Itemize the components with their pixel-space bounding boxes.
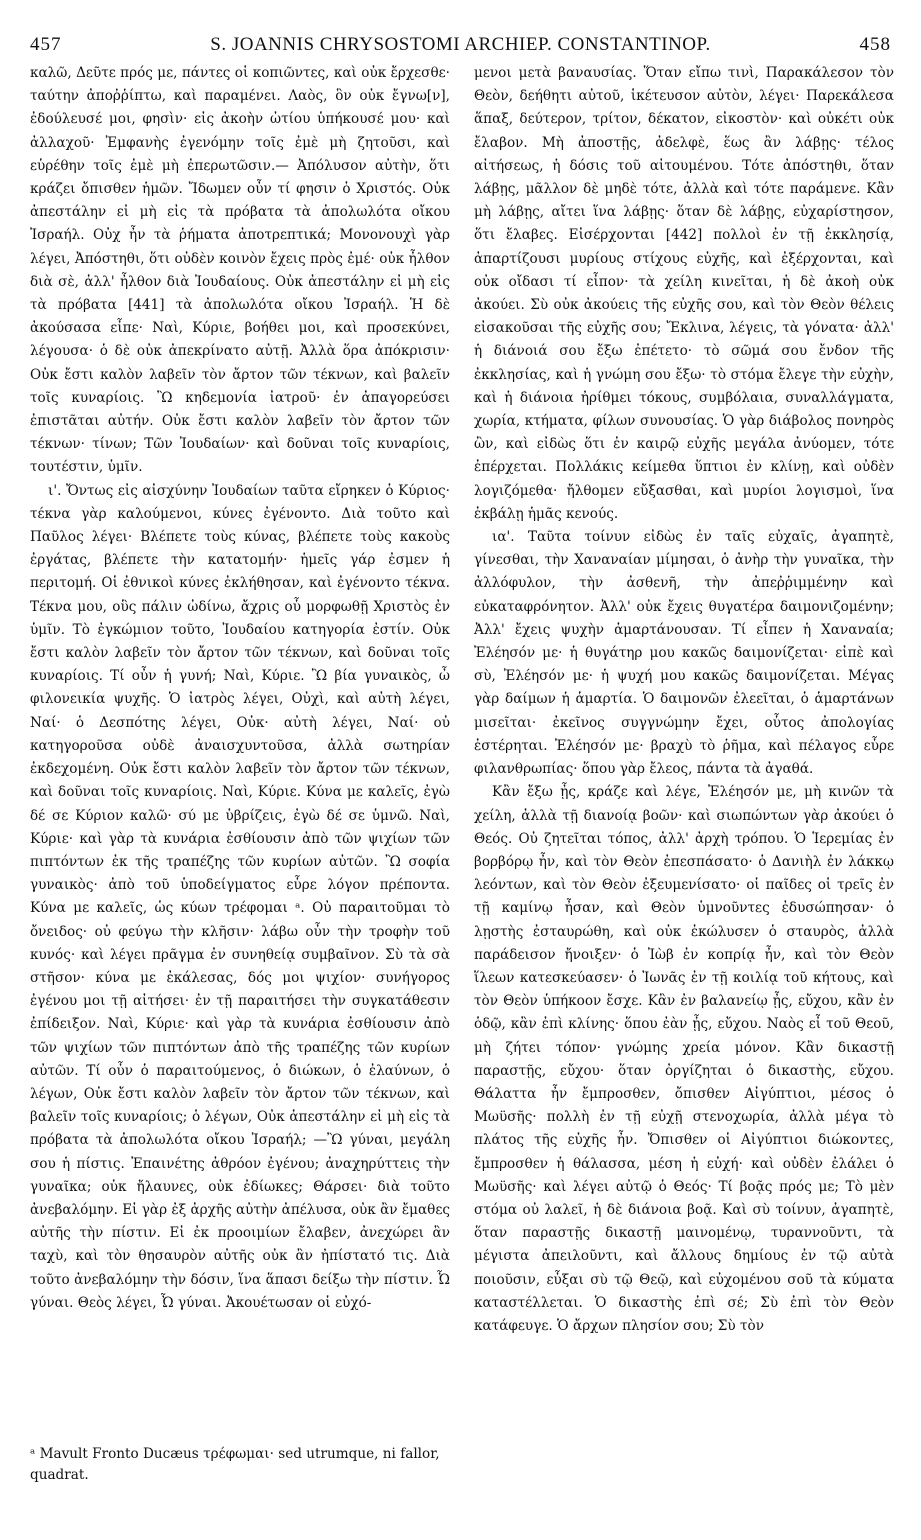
page-number-right: 458 <box>859 34 891 55</box>
footnote: ᵃ Mavult Fronto Ducæus τρέφωμαι· sed utrumque, ni fallor, quadrat. <box>30 1446 440 1483</box>
paragraph: ι'. Ὄντως εἰς αἰσχύνην Ἰουδαίων ταῦτα εἴρηκεν ὁ Κύριος· τέκνα γὰρ καλούμενοι, κύνες ἐγένοντο. Διὰ τοῦτο καὶ Παῦλος λέγει· Βλέπετε τοὺς κύνας, βλέπετε τοὺς κακοὺς ἐργάτας, βλέπετε τὴν κατατομήν· ἡμεῖς γάρ ἐσμεν ἡ περιτομή. Οἱ ἐθνικοὶ κύνες ἐκλήθησαν, καὶ ἐγένοντο τέκνα. Τέκνα μου, οὓς πάλιν ὠδίνω, ἄχρις οὗ μορφωθῇ Χριστὸς ἐν ὑμῖν. Τὸ ἐγκώμιον τοῦτο, Ἰουδαίου κατηγορία ἐστίν. Οὐκ ἔστι καλὸν λαβεῖν τὸν ἄρτον τῶν τέκνων, καὶ δοῦναι τοῖς κυναρίοις. Τί οὖν ἡ γυνή; Ναὶ, Κύριε. Ὢ βία γυναικὸς, ὦ φιλονεικία ψυχῆς. Ὁ ἰατρὸς λέγει, Οὐχὶ, καὶ αὐτὴ λέγει, Ναί· ὁ Δεσπότης λέγει, Οὐκ· αὐτὴ λέγει, Ναί· οὐ κατηγοροῦσα οὐδὲ ἀναισχυντοῦσα, ἀλλὰ σωτηρίαν ἐκδεχομένη. Οὐκ ἔστι καλὸν λαβεῖν τὸν ἄρτον τῶν τέκνων, καὶ δοῦναι τοῖς κυναρίοις. Ναὶ, Κύριε. Κύνα με καλεῖς, ἐγὼ δέ σε Κύριον καλῶ· σύ με ὑβρίζεις, ἐγὼ δέ σε ὑμνῶ. Ναὶ, Κύριε· καὶ γὰρ τὰ κυνάρια ἐσθίουσιν ἀπὸ τῶν ψιχίων τῶν πιπτόντων ἐκ τῆς τραπέζης τῶν κυρίων αὐτῶν. Ὢ σοφία γυναικὸς· ἀπὸ τοῦ ὑποδείγματος εὗρε λόγον πρέποντα. Κύνα με καλεῖς, ὡς κύων τρέφομαι ᵃ. Οὐ παραιτοῦμαι τὸ ὄνειδος· οὐ φεύγω τὴν κλῆσιν· λάβω οὖν τὴν τροφὴν τοῦ κυνός· καὶ λέγει πρᾶγμα ἐν συνηθείᾳ συμβαῖνον. Σὺ τὰ σὰ στῆσον· κύνα με ἐκάλεσας, δός μοι ψιχίον· συνήγορος ἐγένου μοι τῇ αἰτήσει· ἐν τῇ παραιτήσει τὴν συγκατάθεσιν ἐπίδειξον. Ναὶ, Κύριε· καὶ γὰρ τὰ κυνάρια ἐσθίουσιν ἀπὸ τῶν ψιχίων τῶν πιπτόντων ἀπὸ τῆς τραπέζης τῶν κυρίων αὐτῶν. Τί οὖν ὁ παραιτούμενος, ὁ διώκων, ὁ ἐλαύνων, ὁ λέγων, Οὐκ ἔστι καλὸν λαβεῖν τὸν ἄρτον τῶν τέκνων, καὶ βαλεῖν τοῖς κυναρίοις; ὁ λέγων, Οὐκ ἀπεστάλην εἰ μὴ εἰς τὰ πρόβατα τὰ ἀπολωλότα οἴκου Ἰσραήλ; —Ὢ γύναι, μεγάλη σου ἡ πίστις. Ἐπαινέτης ἀθρόον ἐγένου; ἀναχηρύττεις τὴν γυναῖκα; οὐκ ἤλαυνες, οὐκ ἐδίωκες; Θάρσει· διὰ τοῦτο ἀνεβαλόμην. Εἰ γὰρ ἐξ ἀρχῆς αὐτὴν ἀπέλυσα, οὐκ ἂν ἔμαθες αὐτῆς τὴν πίστιν. Εἰ ἐκ προοιμίων ἔλαβεν, ἀνεχώρει ἂν ταχὺ, καὶ τὸν θησαυρὸν αὐτῆς οὐκ ἂν ἠπίστατό τις. Διὰ τοῦτο ἀνεβαλόμην τὴν δόσιν, ἵνα ἅπασι δείξω τὴν πίστιν. Ὦ γύναι. Θεὸς λέγει, Ὦ γύναι. Ἀκουέτωσαν οἱ εὐχό- <box>30 482 450 1311</box>
left-column <box>30 62 450 1315</box>
paragraph: καλῶ, Δεῦτε πρός με, πάντες οἱ κοπιῶντες, καὶ οὐκ ἔρχεσθε· ταύτην ἀποῤῥίπτω, καὶ παραμένει. Λαὸς, ὃν οὐκ ἔγνω[ν], ἐδούλευσέ μοι, φησὶν· εἰς ἀκοὴν ὠτίου ὑπήκουσέ μου· καὶ ἀλλαχοῦ· Ἐμφανὴς ἐγενόμην τοῖς ἐμὲ μὴ ζητοῦσι, καὶ εὑρέθην τοῖς ἐμὲ μὴ ἐπερωτῶσιν.— Ἀπόλυσον αὐτὴν, ὅτι κράζει ὄπισθεν ἡμῶν. Ἴδωμεν οὖν τί φησιν ὁ Χριστός. Οὐκ ἀπεστάλην εἰ μὴ εἰς τὰ πρόβατα τὰ ἀπολωλότα οἴκου Ἰσραήλ. Οὐχ ἦν τὰ ῥήματα ἀποτρεπτικά; Μονονουχὶ γὰρ λέγει, Ἀπόστηθι, ὅτι οὐδὲν κοινὸν ἔχεις πρὸς ἐμέ· οὐκ ἦλθον διὰ σὲ, ἀλλ' ἦλθον διὰ Ἰουδαίους. Οὐκ ἀπεστάλην εἰ μὴ εἰς τὰ πρόβατα [441] τὰ ἀπολωλότα οἴκου Ἰσραήλ. Ἡ δὲ ἀκούσασα εἶπε· Ναὶ, Κύριε, βοήθει μοι, καὶ προσεκύνει, λέγουσα· ὁ δὲ οὐκ ἀπεκρίνατο αὐτῇ. Ἀλλὰ ὅρα ἀπόκρισιν· Οὐκ ἔστι καλὸν λαβεῖν τὸν ἄρτον τῶν τέκνων, καὶ βαλεῖν τοῖς κυναρίοις. Ὢ κηδεμονία ἰατροῦ· ἐν ἀπαγορεύσει ἐπιστᾶται αὐτήν. Οὐκ ἔστι καλὸν λαβεῖν τὸν ἄρτον τῶν τέκνων· τίνων; Τῶν Ἰουδαίων· καὶ δοῦναι τοῖς κυναρίοις, τουτέστιν, ὑμῖν. <box>30 65 450 476</box>
paragraph: ια'. Ταῦτα τοίνυν εἰδὼς ἐν ταῖς εὐχαῖς, ἀγαπητὲ, γίνεσθαι, τὴν Χαναναίαν μίμησαι, ὁ ἀνὴρ τὴν γυναῖκα, τὴν ἀλλόφυλον, τὴν ἀσθενῆ, τὴν ἀπεῤῥιμμένην καὶ εὐκαταφρόνητον. Ἀλλ' οὐκ ἔχεις θυγατέρα δαιμονιζομένην; Ἀλλ' ἔχεις ψυχὴν ἁμαρτάνουσαν. Τί εἶπεν ἡ Χαναναία; Ἐλέησόν με· ἡ θυγάτηρ μου κακῶς δαιμονίζεται· εἰπὲ καὶ σὺ, Ἐλέησόν με· ἡ ψυχή μου κακῶς δαιμονίζεται. Μέγας γὰρ δαίμων ἡ ἁμαρτία. Ὁ δαιμονῶν ἐλεεῖται, ὁ ἁμαρτάνων μισεῖται· ἐκεῖνος συγγνώμην ἔχει, οὗτος ἀπολογίας ἐστέρηται. Ἐλέησόν με· βραχὺ τὸ ῥῆμα, καὶ πέλαγος εὗρε φιλανθρωπίας· ὅπου γὰρ ἔλεος, πάντα τὰ ἀγαθά. <box>474 529 894 778</box>
paragraph: μενοι μετὰ βαναυσίας. Ὅταν εἴπω τινὶ, Παρακάλεσον τὸν Θεὸν, δεήθητι αὐτοῦ, ἱκέτευσον αὐτὸν, λέγει· Παρεκάλεσα ἅπαξ, δεύτερον, τρίτον, δέκατον, εἰκοστὸν· καὶ οὐκέτι οὐκ ἔλαβον. Μὴ ἀποστῇς, ἀδελφὲ, ἕως ἂν λάβῃς· τέλος αἰτήσεως, ἡ δόσις τοῦ αἰτουμένου. Τότε ἀπόστηθι, ὅταν λάβῃς, μᾶλλον δὲ μηδὲ τότε, ἀλλὰ καὶ τότε παράμενε. Κἂν μὴ λάβῃς, αἴτει ἵνα λάβῃς· ὅταν δὲ λάβῃς, εὐχαρίστησον, ὅτι ἔλαβες. Εἰσέρχονται [442] πολλοὶ ἐν τῇ ἐκκλησίᾳ, ἀπαρτίζουσι μυρίους στίχους εὐχῆς, καὶ ἐξέρχονται, καὶ οὐκ οἴδασι τί εἶπον· τὰ χείλη κινεῖται, ἡ δὲ ἀκοὴ οὐκ ἀκούει. Σὺ οὐκ ἀκούεις τῆς εὐχῆς σου, καὶ τὸν Θεὸν θέλεις εἰσακοῦσαι τῆς εὐχῆς σου; Ἔκλινα, λέγεις, τὰ γόνατα· ἀλλ' ἡ διάνοιά σου ἔξω ἐπέτετο· τὸ σῶμά σου ἔνδον τῆς ἐκκλησίας, καὶ ἡ γνώμη σου ἔξω· τὸ στόμα ἔλεγε τὴν εὐχὴν, καὶ ἡ διάνοια ἠρίθμει τόκους, συμβόλαια, συναλλάγματα, χωρία, κτήματα, φίλων συνουσίας. Ὁ γὰρ διάβολος πονηρὸς ὢν, καὶ εἰδὼς ὅτι ἐν καιρῷ εὐχῆς μεγάλα ἀνύομεν, τότε ἐπέρχεται. Πολλάκις κείμεθα ὕπτιοι ἐν κλίνῃ, καὶ οὐδὲν λογιζόμεθα· ἤλθομεν εὔξασθαι, καὶ μυρίοι λογισμοὶ, ἵνα ἐκβάλῃ ἡμᾶς κενούς. <box>474 65 894 522</box>
right-column <box>474 62 894 1338</box>
paragraph: Κἂν ἔξω ᾖς, κράζε καὶ λέγε, Ἐλέησόν με, μὴ κινῶν τὰ χείλη, ἀλλὰ τῇ διανοίᾳ βοῶν· καὶ σιωπώντων γὰρ ἀκούει ὁ Θεός. Οὐ ζητεῖται τόπος, ἀλλ' ἀρχὴ τρόπου. Ὁ Ἱερεμίας ἐν βορβόρῳ ἦν, καὶ τὸν Θεὸν ἐπεσπάσατο· ὁ Δανιὴλ ἐν λάκκῳ λεόντων, καὶ τὸν Θεὸν ἐξευμενίσατο· οἱ παῖδες οἱ τρεῖς ἐν τῇ καμίνῳ ἦσαν, καὶ Θεὸν ὑμνοῦντες ἐδυσώπησαν· ὁ λῃστὴς ἐσταυρώθη, καὶ οὐκ ἐκώλυσεν ὁ σταυρὸς, ἀλλὰ παράδεισον ἤνοιξεν· ὁ Ἰὼβ ἐν κοπρίᾳ ἦν, καὶ τὸν Θεὸν ἵλεων κατεσκεύασεν· ὁ Ἰωνᾶς ἐν τῇ κοιλίᾳ τοῦ κήτους, καὶ τὸν Θεὸν ὑπήκοον ἔσχε. Κἂν ἐν βαλανείῳ ᾖς, εὔχου, κἂν ἐν ὁδῷ, κἂν ἐπὶ κλίνης· ὅπου ἐὰν ᾖς, εὔχου. Ναὸς εἶ τοῦ Θεοῦ, μὴ ζήτει τόπον· γνώμης χρεία μόνον. Κἂν δικαστῇ παραστῇς, εὔχου· ὅταν ὀργίζηται ὁ δικαστὴς, εὔχου. Θάλαττα ἦν ἔμπροσθεν, ὄπισθεν Αἰγύπτιοι, μέσος ὁ Μωϋσῆς· πολλὴ ἐν τῇ εὐχῇ στενοχωρία, ἀλλὰ μέγα τὸ πλάτος τῆς εὐχῆς ἦν. Ὄπισθεν οἱ Αἰγύπτιοι διώκοντες, ἔμπροσθεν ἡ θάλασσα, μέση ἡ εὐχή· καὶ οὐδὲν ἐλάλει ὁ Μωϋσῆς· καὶ λέγει αὐτῷ ὁ Θεός· Τί βοᾷς πρός με; Τὸ μὲν στόμα οὐ λαλεῖ, ἡ δὲ διάνοια βοᾷ. Καὶ σὺ τοίνυν, ἀγαπητὲ, ὅταν παραστῇς δικαστῇ μαινομένῳ, τυραννοῦντι, τὰ μέγιστα ἀπειλοῦντι, καὶ ἄλλους δημίους ἐν τῷ αὐτὰ ποιοῦσιν, εὖξαι σὺ τῷ Θεῷ, καὶ εὐχομένου σοῦ τὰ κύματα καταστέλλεται. Ὁ δικαστὴς ἐπὶ σέ; Σὺ ἐπὶ τὸν Θεὸν κατάφευγε. Ὁ ἄρχων πλησίον σου; Σὺ τὸν <box>474 784 894 1334</box>
page-header <box>30 34 891 60</box>
page-number-left: 457 <box>30 34 62 55</box>
running-title: S. JOANNIS CHRYSOSTOMI ARCHIEP. CONSTANTINOP. <box>210 34 711 55</box>
